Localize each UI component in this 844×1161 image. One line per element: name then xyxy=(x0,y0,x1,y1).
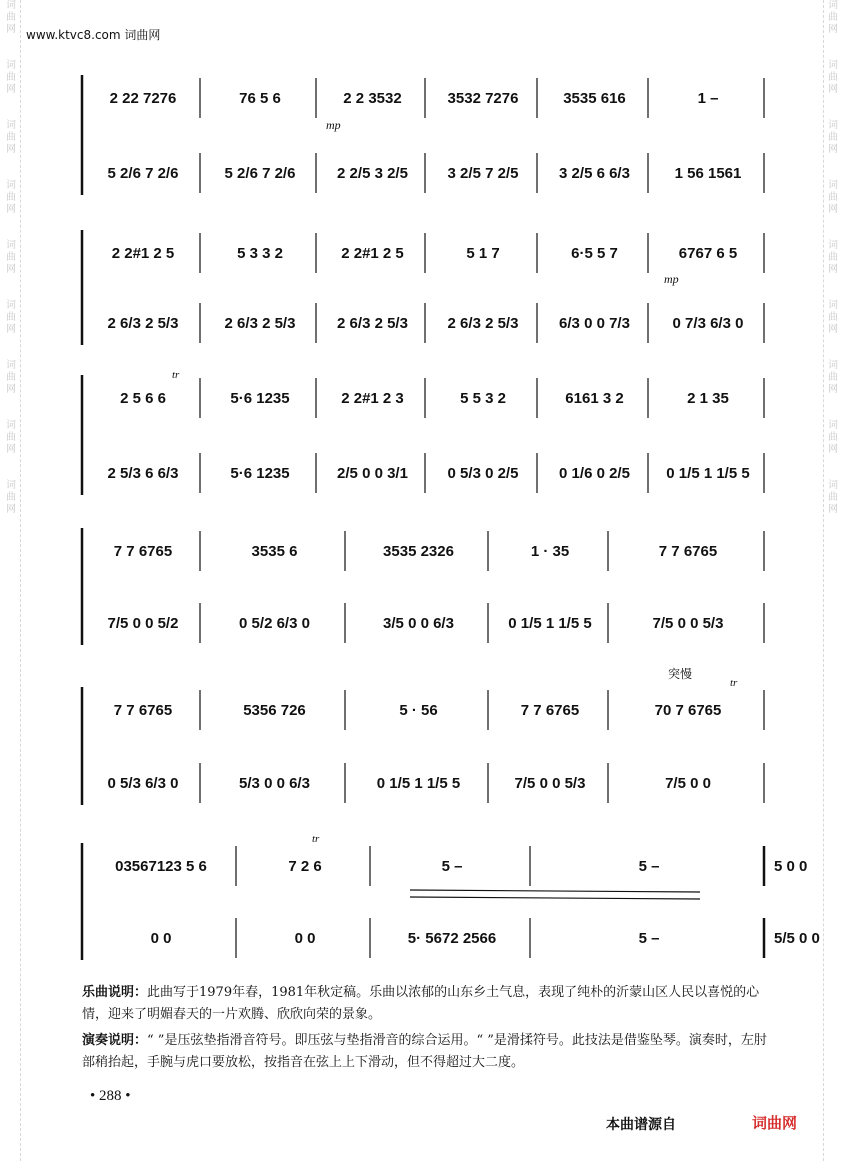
upper-measure: 2 2 3532 xyxy=(343,90,402,107)
side-watermark-char: 网 xyxy=(828,384,838,395)
glissando-line xyxy=(410,897,700,899)
tempo-mark: 突慢 xyxy=(668,667,693,681)
side-watermark-char: 曲 xyxy=(6,492,16,503)
upper-measure: 7 7 6765 xyxy=(113,543,173,560)
side-watermark-char: 网 xyxy=(6,324,16,335)
music-description-text: 此曲写于1979年春，1981年秋定稿。乐曲以浓郁的山东乡土气息，表现了纯朴的沂蒙山区人民以喜悦的心情，迎来了明媚春天的一片欢腾、欣欣向荣的景象。 xyxy=(82,985,760,1022)
side-watermark-char: 网 xyxy=(6,144,16,155)
side-watermark-char: 曲 xyxy=(828,12,838,23)
performance-description-text: “ ”是压弦垫指滑音符号。即压弦与垫指滑音的综合运用。“ ”是滑揉符号。此技法是借鉴坠琴。演奏时，左肘部稍抬起，手腕与虎口要放松，按指音在弦上上下滑动，但不得超过大二度。 xyxy=(82,1033,767,1070)
upper-measure: 03567123 5 6 xyxy=(115,858,207,875)
site-watermark: www.ktvc8.com 词曲网 xyxy=(26,28,161,42)
lower-measure: 2 5/3 6 6/3 xyxy=(107,465,179,482)
side-watermark-char: 网 xyxy=(828,84,838,95)
side-watermark-char: 网 xyxy=(6,204,16,215)
source-label: 本曲谱源自 xyxy=(606,1117,676,1133)
upper-measure: 70 7 6765 xyxy=(654,702,722,719)
upper-measure: 2 2#1 2 5 xyxy=(341,245,404,262)
lower-measure: 7/5 0 0 5/3 xyxy=(652,615,724,632)
lower-measure: 0 1/5 1 1/5 5 xyxy=(666,465,750,482)
side-watermark-char: 词 xyxy=(6,480,16,491)
upper-measure: 6·5 5 7 xyxy=(571,245,618,262)
lower-measure: 2 2/5 3 2/5 xyxy=(337,165,408,182)
side-watermark-char: 曲 xyxy=(6,432,16,443)
side-watermark-char: 曲 xyxy=(828,132,838,143)
side-watermark-char: 词 xyxy=(6,0,16,11)
lower-measure: 2 6/3 2 5/3 xyxy=(337,315,408,332)
lower-measure: 5/5 0 0 xyxy=(774,930,820,947)
side-watermark-char: 词 xyxy=(6,120,16,131)
side-watermark-char: 网 xyxy=(6,24,16,35)
lower-measure: 2 6/3 2 5/3 xyxy=(224,315,296,332)
trill-mark: tr xyxy=(730,677,738,689)
lower-measure: 0 1/5 1 1/5 5 xyxy=(376,775,461,792)
dynamic-mark: mp xyxy=(326,118,341,132)
side-watermark-char: 词 xyxy=(828,480,838,491)
lower-measure: 5·6 1235 xyxy=(230,465,290,482)
side-watermark-char: 曲 xyxy=(6,12,16,23)
upper-measure: 2 2#1 2 3 xyxy=(341,390,404,407)
side-watermark-char: 词 xyxy=(828,180,838,191)
side-watermark-char: 曲 xyxy=(828,432,838,443)
lower-measure: 5 2/6 7 2/6 xyxy=(107,165,179,182)
lower-measure: 0 1/5 1 1/5 5 xyxy=(508,615,592,632)
side-watermark-char: 曲 xyxy=(6,192,16,203)
upper-measure: 5 · 56 xyxy=(399,702,438,719)
brand-logo[interactable]: 词曲网 xyxy=(752,1114,798,1132)
side-watermark-char: 曲 xyxy=(828,252,838,263)
upper-measure: 6767 6 5 xyxy=(678,245,738,262)
upper-measure: 7 7 6765 xyxy=(113,702,173,719)
side-watermark-char: 网 xyxy=(6,504,16,515)
side-watermark-char: 词 xyxy=(6,360,16,371)
side-watermark-char: 网 xyxy=(828,264,838,275)
side-watermark-char: 词 xyxy=(828,120,838,131)
upper-measure: 2 5 6 6 xyxy=(120,390,166,407)
trill-mark: tr xyxy=(172,369,180,381)
lower-measure: 7/5 0 0 xyxy=(665,775,711,792)
lower-measure: 0 5/2 6/3 0 xyxy=(239,615,310,632)
side-watermark-char: 网 xyxy=(6,444,16,455)
music-description xyxy=(82,982,772,1026)
side-watermark-char: 曲 xyxy=(6,132,16,143)
upper-measure: 1 – xyxy=(697,90,719,107)
upper-measure: 5 1 7 xyxy=(466,245,500,262)
lower-measure: 5· 5672 2566 xyxy=(407,930,497,947)
side-watermark-char: 曲 xyxy=(6,372,16,383)
performance-description-label: 演奏说明： xyxy=(82,1033,148,1048)
lower-measure: 3/5 0 0 6/3 xyxy=(383,615,454,632)
upper-measure: 5 – xyxy=(441,858,463,875)
lower-measure: 0 5/3 6/3 0 xyxy=(107,775,179,792)
lower-measure: 2 6/3 2 5/3 xyxy=(447,315,519,332)
side-watermark-char: 网 xyxy=(828,24,838,35)
lower-measure: 0 1/6 0 2/5 xyxy=(559,465,630,482)
side-watermark-char: 网 xyxy=(6,84,16,95)
lower-measure: 3 2/5 6 6/3 xyxy=(559,165,630,182)
upper-measure: 1 · 35 xyxy=(530,543,570,560)
upper-measure: 7 7 6765 xyxy=(520,702,580,719)
upper-measure: 2 22 7276 xyxy=(109,90,177,107)
lower-measure: 0 0 xyxy=(294,930,316,947)
lower-measure: 3 2/5 7 2/5 xyxy=(447,165,519,182)
side-watermark-char: 曲 xyxy=(828,192,838,203)
side-watermark-char: 词 xyxy=(6,180,16,191)
lower-measure: 7/5 0 0 5/2 xyxy=(107,615,179,632)
upper-measure: 3535 2326 xyxy=(383,543,454,560)
side-watermark-char: 词 xyxy=(828,360,838,371)
lower-measure: 7/5 0 0 5/3 xyxy=(514,775,586,792)
upper-measure: 2 2#1 2 5 xyxy=(111,245,175,262)
upper-measure: 5·6 1235 xyxy=(230,390,290,407)
music-description-label: 乐曲说明： xyxy=(82,985,148,1000)
side-watermark-char: 词 xyxy=(6,60,16,71)
upper-measure: 3535 6 xyxy=(251,543,298,560)
side-watermark-char: 词 xyxy=(828,0,838,11)
lower-measure: 6/3 0 0 7/3 xyxy=(559,315,630,332)
side-watermark-char: 网 xyxy=(828,504,838,515)
lower-measure: 5 – xyxy=(638,930,660,947)
lower-measure: 0 7/3 6/3 0 xyxy=(672,315,744,332)
upper-measure: 7 2 6 xyxy=(288,858,322,875)
side-watermark-char: 词 xyxy=(828,60,838,71)
side-watermark-char: 网 xyxy=(828,324,838,335)
upper-measure: 5356 726 xyxy=(243,702,306,719)
upper-measure: 5 3 3 2 xyxy=(237,245,283,262)
upper-measure: 3535 616 xyxy=(563,90,626,107)
side-watermark-char: 网 xyxy=(828,144,838,155)
lower-measure: 0 0 xyxy=(150,930,172,947)
trill-mark: tr xyxy=(312,833,320,845)
side-watermark-char: 曲 xyxy=(828,72,838,83)
upper-measure: 3532 7276 xyxy=(447,90,519,107)
performance-description xyxy=(82,1030,772,1074)
side-watermark-char: 词 xyxy=(6,240,16,251)
upper-measure: 5 0 0 xyxy=(774,858,808,875)
upper-measure: 5 – xyxy=(638,858,660,875)
upper-measure: 2 1 35 xyxy=(687,390,729,407)
side-watermark-char: 曲 xyxy=(6,72,16,83)
side-watermark-char: 曲 xyxy=(6,252,16,263)
lower-measure: 0 5/3 0 2/5 xyxy=(447,465,519,482)
side-watermark-char: 词 xyxy=(6,420,16,431)
side-watermark-char: 网 xyxy=(828,444,838,455)
side-watermark-char: 词 xyxy=(828,300,838,311)
side-watermark-char: 网 xyxy=(828,204,838,215)
side-watermark-char: 词 xyxy=(828,420,838,431)
side-watermark-char: 词 xyxy=(828,240,838,251)
dynamic-mark: mp xyxy=(664,272,679,286)
side-watermark-char: 曲 xyxy=(6,312,16,323)
glissando-line xyxy=(410,890,700,892)
side-watermark-char: 网 xyxy=(6,264,16,275)
upper-measure: 7 7 6765 xyxy=(658,543,718,560)
lower-measure: 2/5 0 0 3/1 xyxy=(337,465,408,482)
upper-measure: 5 5 3 2 xyxy=(460,390,506,407)
side-watermark-char: 曲 xyxy=(828,312,838,323)
side-watermark-char: 曲 xyxy=(828,492,838,503)
side-watermark-char: 词 xyxy=(6,300,16,311)
upper-measure: 6161 3 2 xyxy=(565,390,624,407)
lower-measure: 1 56 1561 xyxy=(674,165,742,182)
side-watermark-char: 曲 xyxy=(828,372,838,383)
page-number: • 288 • xyxy=(90,1088,131,1104)
upper-measure: 76 5 6 xyxy=(239,90,281,107)
lower-measure: 2 6/3 2 5/3 xyxy=(107,315,179,332)
lower-measure: 5/3 0 0 6/3 xyxy=(239,775,310,792)
lower-measure: 5 2/6 7 2/6 xyxy=(224,165,296,182)
side-watermark-char: 网 xyxy=(6,384,16,395)
